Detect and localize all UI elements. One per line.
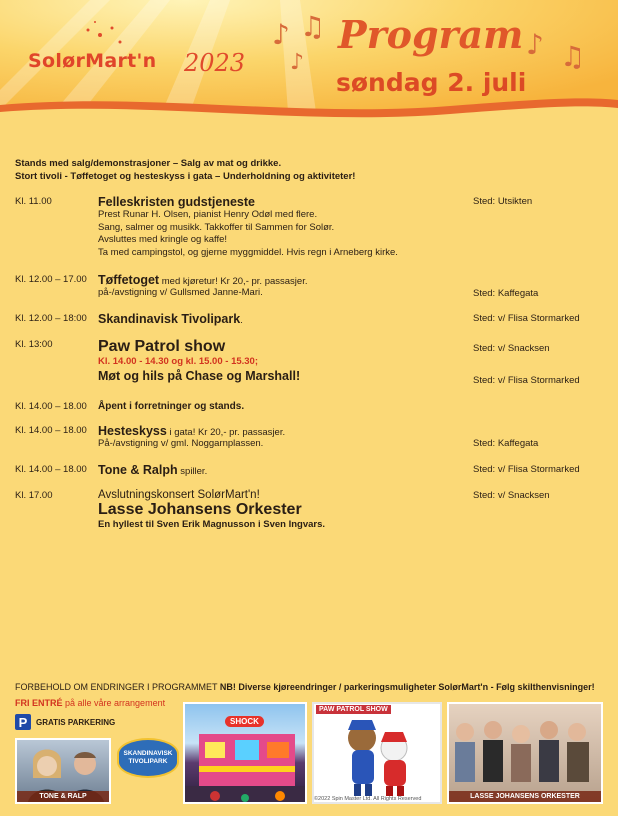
event-time: Kl. 12.00 – 18:00 <box>15 313 87 324</box>
footer-notice-a: FORBEHOLD OM ENDRINGER I PROGRAMMET <box>15 682 220 692</box>
event-details <box>98 312 478 326</box>
event-place: Sted: v/ Flisa Stormarked <box>473 464 580 475</box>
event-details <box>98 273 478 300</box>
free-entry <box>15 698 165 708</box>
music-note-icon: ♫ <box>560 40 586 73</box>
orchestra-photo <box>447 702 603 804</box>
event-place: Sted: v/ Snacksen <box>473 343 550 354</box>
event-place: Sted: Kaffegata <box>473 438 539 449</box>
event-title: Tøffetoget <box>98 273 160 287</box>
event-line: Avsluttes med kringle og kaffe! <box>98 234 228 245</box>
event-time: Kl. 11.00 <box>15 196 52 207</box>
event-title-suffix: med kjøretur! Kr 20,- pr. passasjer. <box>159 276 308 287</box>
event-time: Kl. 12.00 – 17.00 <box>15 274 87 285</box>
music-note-icon: ♫ <box>300 10 326 43</box>
photo-caption: LASSE JOHANSENS ORKESTER <box>449 791 601 802</box>
event-place: Sted: Utsikten <box>473 196 533 207</box>
event-time: Kl. 14.00 – 18.00 <box>15 464 87 475</box>
event-line: Ta med campingstol, og gjerne myggmiddel. Hvis regn i Arneberg kirke. <box>98 246 398 258</box>
intro <box>15 157 355 183</box>
event-title: Skandinavisk Tivolipark <box>98 312 241 326</box>
parking-icon: P <box>15 714 31 730</box>
band-illustration <box>449 704 603 804</box>
logo: SolørMart'n <box>28 50 157 72</box>
event-details <box>98 424 478 451</box>
intro-line: Stort tivoli - Tøffetoget og hesteskyss i gata – Underholdning og aktiviteter! <box>15 171 356 182</box>
paw-patrol-characters-illustration <box>314 704 442 804</box>
event-title: Avslutningskonsert SolørMart'n! <box>98 489 260 501</box>
event-line: Sang, salmer og musikk. Takkoffer til Sammen for Solør. <box>98 221 335 233</box>
event-subtitle: Møt og hils på Chase og Marshall! <box>98 368 301 383</box>
music-note-icon: ♪ <box>272 18 290 51</box>
event-time: Kl. 14.00 – 18.00 <box>15 425 87 436</box>
shock-sign: SHOCK <box>225 716 264 727</box>
event-title-suffix: . <box>240 315 243 326</box>
event-time: Kl. 14.00 – 18.00 <box>15 401 87 412</box>
event-title: Hesteskyss <box>98 424 167 438</box>
tone-ralph-photo <box>15 738 111 804</box>
free-entry-b: på alle våre arrangement <box>62 698 166 708</box>
event-date: søndag 2. juli <box>336 68 527 97</box>
parking-label: GRATIS PARKERING <box>36 717 116 727</box>
event-line: Prest Runar H. Olsen, pianist Henry Odøl med flere. <box>98 209 318 220</box>
event-title-suffix: spiller. <box>177 466 208 477</box>
event-headliner: Lasse Johansens Orkester <box>98 501 302 518</box>
carnival-photo <box>183 702 307 804</box>
tivoli-logo: SKANDINAVISK TIVOLIPARK <box>117 738 179 778</box>
event-details <box>98 338 478 383</box>
photo-caption: TONE & RALP <box>17 791 109 802</box>
free-entry-a: FRI ENTRÉ <box>15 698 63 708</box>
music-note-icon: ♪ <box>290 50 305 75</box>
page-title: Program <box>338 12 524 57</box>
event-details <box>98 463 478 477</box>
paw-patrol-photo <box>312 702 442 804</box>
event-time: Kl. 17.00 <box>15 490 53 501</box>
event-line: på-/avstigning v/ Gullsmed Janne-Mari. <box>98 287 263 298</box>
event-place: Sted: v/ Flisa Stormarked <box>473 313 580 324</box>
copyright: ©2022 Spin Master Ltd. All Rights Reserved <box>314 796 422 802</box>
event-title: Felleskristen gudstjeneste <box>98 195 256 209</box>
event-title: Paw Patrol show <box>98 338 226 355</box>
event-details <box>98 195 478 259</box>
footer-notice-b: NB! Diverse kjøreendringer / parkeringsmuligheter SolørMart'n - Følg skilthenvisninger! <box>219 682 595 692</box>
parking-info <box>15 714 115 730</box>
event-place: Sted: Kaffegata <box>473 288 539 299</box>
footer-notice <box>15 682 595 692</box>
event-title: Åpent i forretninger og stands. <box>98 401 245 412</box>
event-details <box>98 489 478 530</box>
header <box>0 0 618 140</box>
event-line: På-/avstigning v/ gml. Noggarnplassen. <box>98 438 264 449</box>
paw-patrol-label: PAW PATROL SHOW <box>316 705 391 714</box>
intro-line: Stands med salg/demonstrasjoner – Salg av mat og drikke. <box>15 158 282 169</box>
music-note-icon: ♪ <box>526 28 544 61</box>
event-place: Sted: v/ Flisa Stormarked <box>473 375 580 386</box>
event-place: Sted: v/ Snacksen <box>473 490 550 501</box>
event-times-highlight: Kl. 14.00 - 14.30 og kl. 15.00 - 15.30; <box>98 356 259 367</box>
event-line: En hyllest til Sven Erik Magnusson i Sven Ingvars. <box>98 519 326 530</box>
event-title-suffix: i gata! Kr 20,- pr. passasjer. <box>166 427 286 438</box>
event-time: Kl. 13:00 <box>15 339 53 350</box>
event-title: Tone & Ralph <box>98 463 178 477</box>
logo-year: 2023 <box>184 49 246 77</box>
